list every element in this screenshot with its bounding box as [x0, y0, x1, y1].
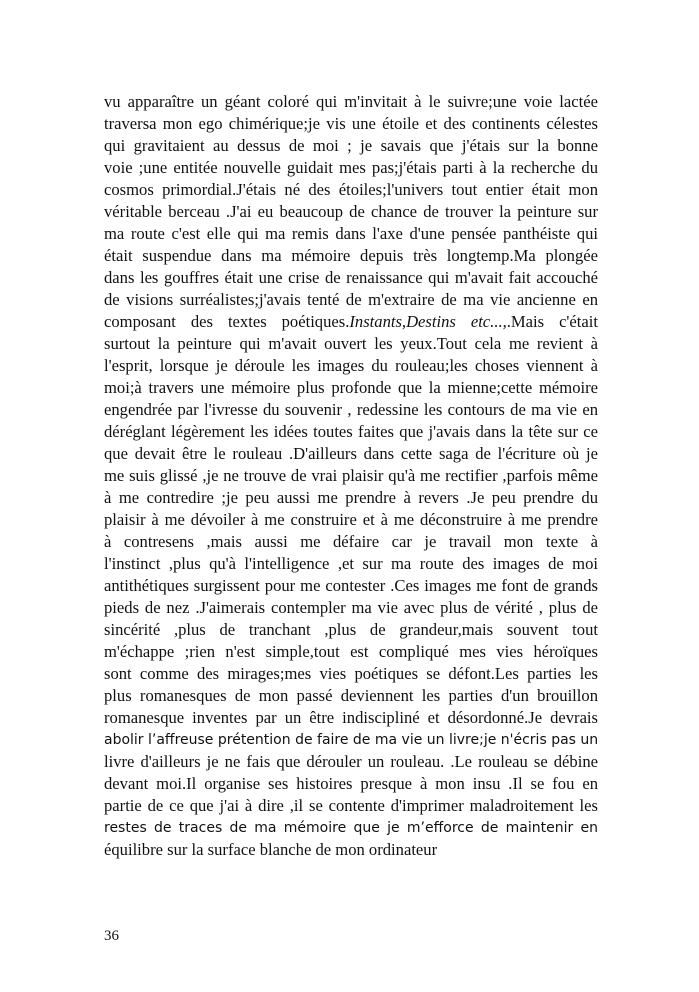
- text-line: devant moi.Il organise ses histoires presque à mon insu .Il se fou en: [104, 774, 598, 793]
- text-line: cosmos primordial.J'étais né des étoiles;l'univers tout entier était mon: [104, 180, 598, 199]
- body-text: [104, 91, 598, 861]
- text-line: moi;à travers une mémoire plus profonde que la mienne;cette mémoire: [104, 378, 598, 397]
- text-line: qui gravitaient au dessus de moi ; je savais que j'étais sur la bonne: [104, 136, 598, 155]
- text-line: plaisir à me dévoiler à me construire et à me déconstruire à me prendre: [104, 510, 598, 529]
- text-line: surtout la peinture qui m'avait ouvert les yeux.Tout cela me revient à: [104, 334, 598, 353]
- text-line: vu apparaître un géant coloré qui m'invitait à le suivre;une voie lactée: [104, 92, 598, 111]
- text-line: que devait être le rouleau .D'ailleurs dans cette saga de l'écriture où je: [104, 444, 598, 463]
- text-line: livre d'ailleurs je ne fais que dérouler un rouleau. .Le rouleau se débine: [104, 752, 598, 771]
- text-line: plus romanesques de mon passé deviennent les parties d'un brouillon: [104, 686, 598, 705]
- page-number: 36: [104, 928, 119, 944]
- line-text-after: .Mais c'était: [506, 312, 598, 331]
- text-line: engendrée par l'ivresse du souvenir , redessine les contours de ma vie en: [104, 400, 598, 419]
- text-line: m'échappe ;rien n'est simple,tout est compliqué mes vies héroïques: [104, 642, 598, 661]
- text-line: l'instinct ,plus qu'à l'intelligence ,et sur ma route des images de moi: [104, 554, 598, 573]
- line-text-before: composant des textes poétiques.: [104, 312, 350, 331]
- text-line-last: équilibre sur la surface blanche de mon ordinateur: [104, 840, 438, 859]
- text-line: traversa mon ego chimérique;je vis une étoile et des continents célestes: [104, 114, 598, 133]
- text-line: était suspendue dans ma mémoire depuis très longtemp.Ma plongée: [104, 246, 598, 265]
- text-line: partie de ce que j'ai à dire ,il se contente d'imprimer maladroitement les: [104, 796, 598, 815]
- text-line: sont comme des mirages;mes vies poétiques se défont.Les parties les: [104, 664, 598, 683]
- text-line: antithétiques surgissent pour me contester .Ces images me font de grands: [104, 576, 598, 595]
- text-line: à me contredire ;je peu aussi me prendre à revers .Je peu prendre du: [104, 488, 598, 507]
- text-line: de visions surréalistes;j'avais tenté de m'extraire de ma vie ancienne en: [104, 290, 598, 309]
- text-line: sincérité ,plus de tranchant ,plus de grandeur,mais souvent tout: [104, 620, 598, 639]
- text-line: véritable berceau .J'ai eu beaucoup de chance de trouver la peinture sur: [104, 202, 598, 221]
- text-line: ma route c'est elle qui ma remis dans l'axe d'une pensée panthéiste qui: [104, 224, 598, 243]
- text-line: dans les gouffres était une crise de renaissance qui m'avait fait accouché: [104, 268, 598, 287]
- text-line: romanesque inventes par un être indiscipliné et désordonné.Je devrais: [104, 708, 598, 727]
- text-line: pieds de nez .J'aimerais contempler ma vie avec plus de vérité , plus de: [104, 598, 598, 617]
- text-line: me suis glissé ,je ne trouve de vrai plaisir qu'à me rectifier ,parfois même: [104, 466, 598, 485]
- text-line: voie ;une entitée nouvelle guidait mes pas;j'étais parti à la recherche du: [104, 158, 598, 177]
- text-line: à contresens ,mais aussi me défaire car je travail mon texte à: [104, 532, 598, 551]
- text-line-sans: restes de traces de ma mémoire que je m’efforce de maintenir en: [104, 820, 598, 836]
- text-line-sans: abolir l’affreuse prétention de faire de ma vie un livre;je n'écris pas un: [104, 732, 599, 748]
- text-line: l'esprit, lorsque je déroule les images du rouleau;les choses viennent à: [104, 356, 598, 375]
- text-line-with-italic-titles: [104, 311, 598, 333]
- italic-work-titles: Instants,Destins etc...,: [349, 312, 507, 331]
- text-line: déréglant légèrement les idées toutes faites que j'avais dans la tête sur ce: [104, 422, 598, 441]
